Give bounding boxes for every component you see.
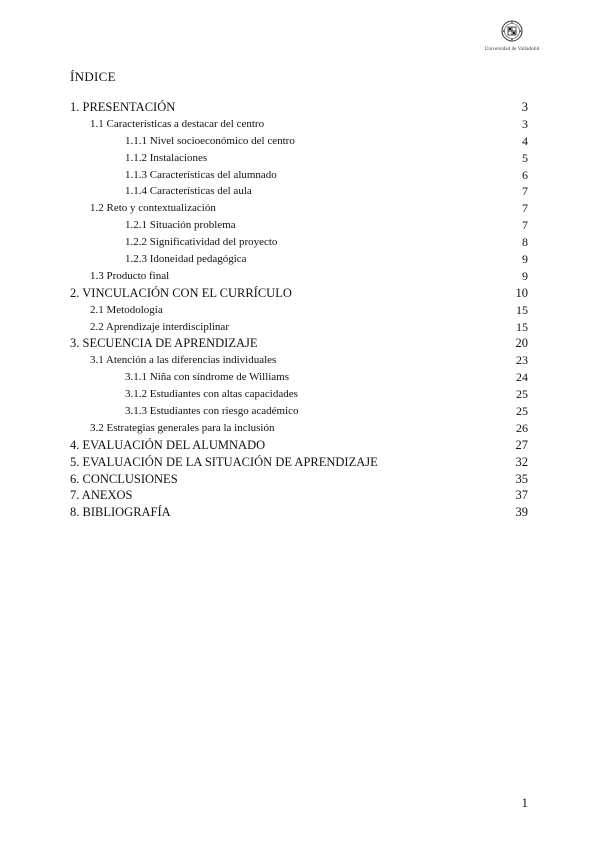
toc-entry-label: 3.1.3 Estudiantes con riesgo académico <box>125 405 299 418</box>
toc-entry[interactable] <box>70 150 528 167</box>
toc-entry-page: 4 <box>522 133 528 148</box>
toc-entry[interactable] <box>70 116 528 133</box>
toc-entry-label: 1.1.3 Características del alumnado <box>125 168 277 181</box>
toc-entry-page: 26 <box>516 420 528 435</box>
university-name: Universidad de Valladolid <box>484 47 540 52</box>
toc-entry-page: 23 <box>516 353 528 368</box>
toc-entry-label: 6. CONCLUSIONES <box>70 471 178 486</box>
toc-entry[interactable] <box>70 335 528 352</box>
university-seal-icon <box>501 20 523 42</box>
toc-entry-page: 7 <box>522 184 528 199</box>
toc-entry-label: 1.2.1 Situación problema <box>125 219 236 232</box>
toc-entry[interactable] <box>70 302 528 319</box>
toc-entry-page: 7 <box>522 201 528 216</box>
table-of-contents <box>70 99 528 521</box>
toc-entry[interactable] <box>70 386 528 403</box>
toc-entry-page: 25 <box>516 387 528 402</box>
toc-entry-page: 3 <box>521 100 528 114</box>
toc-entry[interactable] <box>70 471 528 488</box>
toc-entry-page: 9 <box>522 268 528 283</box>
toc-entry-label: 1.3 Producto final <box>90 269 170 282</box>
toc-entry-label: 3. SECUENCIA DE APRENDIZAJE <box>70 336 258 351</box>
toc-entry-page: 15 <box>516 302 528 317</box>
toc-entry-page: 8 <box>522 235 528 250</box>
toc-entry-label: 2.1 Metodología <box>90 303 163 316</box>
toc-entry[interactable] <box>70 251 528 268</box>
toc-entry[interactable] <box>70 217 528 234</box>
toc-entry-label: 4. EVALUACIÓN DEL ALUMNADO <box>70 437 266 452</box>
toc-entry-page: 5 <box>522 150 528 165</box>
toc-entry-page: 39 <box>515 505 528 520</box>
toc-entry-page: 32 <box>515 454 528 469</box>
toc-entry-page: 24 <box>516 370 528 385</box>
toc-entry[interactable] <box>70 268 528 285</box>
toc-entry[interactable] <box>70 437 528 454</box>
toc-entry-label: 2. VINCULACIÓN CON EL CURRÍCULO <box>70 285 292 300</box>
toc-entry-label: 7. ANEXOS <box>70 488 133 503</box>
toc-title: ÍNDICE <box>70 69 116 84</box>
toc-entry-page: 37 <box>515 488 528 503</box>
toc-entry-label: 1.2 Reto y contextualización <box>90 202 216 215</box>
toc-entry-label: 1.2.2 Significatividad del proyecto <box>125 236 278 249</box>
toc-entry-label: 3.2 Estrategias generales para la inclusión <box>90 421 275 434</box>
toc-entry[interactable] <box>70 285 528 302</box>
toc-entry-label: 5. EVALUACIÓN DE LA SITUACIÓN DE APRENDIZAJE <box>70 454 378 469</box>
toc-entry-label: 1.1.1 Nivel socioeconómico del centro <box>125 134 295 147</box>
toc-entry[interactable] <box>70 133 528 150</box>
toc-entry[interactable] <box>70 352 528 369</box>
toc-entry[interactable] <box>70 420 528 437</box>
toc-entry[interactable] <box>70 234 528 251</box>
toc-entry[interactable] <box>70 369 528 386</box>
toc-entry-page: 35 <box>515 471 528 486</box>
toc-entry-page: 6 <box>522 167 528 182</box>
university-logo <box>480 20 544 60</box>
toc-entry-label: 3.1.2 Estudiantes con altas capacidades <box>125 388 298 401</box>
toc-entry-page: 27 <box>515 437 528 452</box>
toc-entry-label: 1.2.3 Idoneidad pedagógica <box>125 253 247 266</box>
page-number: 1 <box>521 795 528 810</box>
toc-entry-page: 9 <box>522 252 528 267</box>
toc-entry-label: 1. PRESENTACIÓN <box>70 100 176 114</box>
toc-entry-page: 25 <box>516 404 528 419</box>
toc-entry[interactable] <box>70 183 528 200</box>
toc-entry-page: 7 <box>522 218 528 233</box>
toc-entry[interactable] <box>70 319 528 336</box>
toc-entry-page: 20 <box>515 336 528 351</box>
toc-entry[interactable] <box>70 504 528 521</box>
toc-entry-label: 3.1 Atención a las diferencias individuales <box>90 354 277 367</box>
toc-entry[interactable] <box>70 454 528 471</box>
toc-entry-label: 2.2 Aprendizaje interdisciplinar <box>90 320 229 333</box>
toc-entry-label: 1.1 Características a destacar del centro <box>90 117 265 130</box>
toc-entry[interactable] <box>70 167 528 184</box>
toc-entry-page: 15 <box>516 319 528 334</box>
toc-entry[interactable] <box>70 487 528 504</box>
toc-entry-page: 10 <box>515 285 528 300</box>
toc-entry-page: 3 <box>522 116 528 131</box>
toc-entry[interactable] <box>70 403 528 420</box>
toc-entry[interactable] <box>70 200 528 217</box>
toc-entry-label: 1.1.2 Instalaciones <box>125 151 208 164</box>
toc-entry-label: 8. BIBLIOGRAFÍA <box>70 505 171 520</box>
toc-entry[interactable] <box>70 99 528 116</box>
toc-entry-label: 1.1.4 Características del aula <box>125 185 252 198</box>
toc-entry-label: 3.1.1 Niña con síndrome de Williams <box>125 371 290 384</box>
